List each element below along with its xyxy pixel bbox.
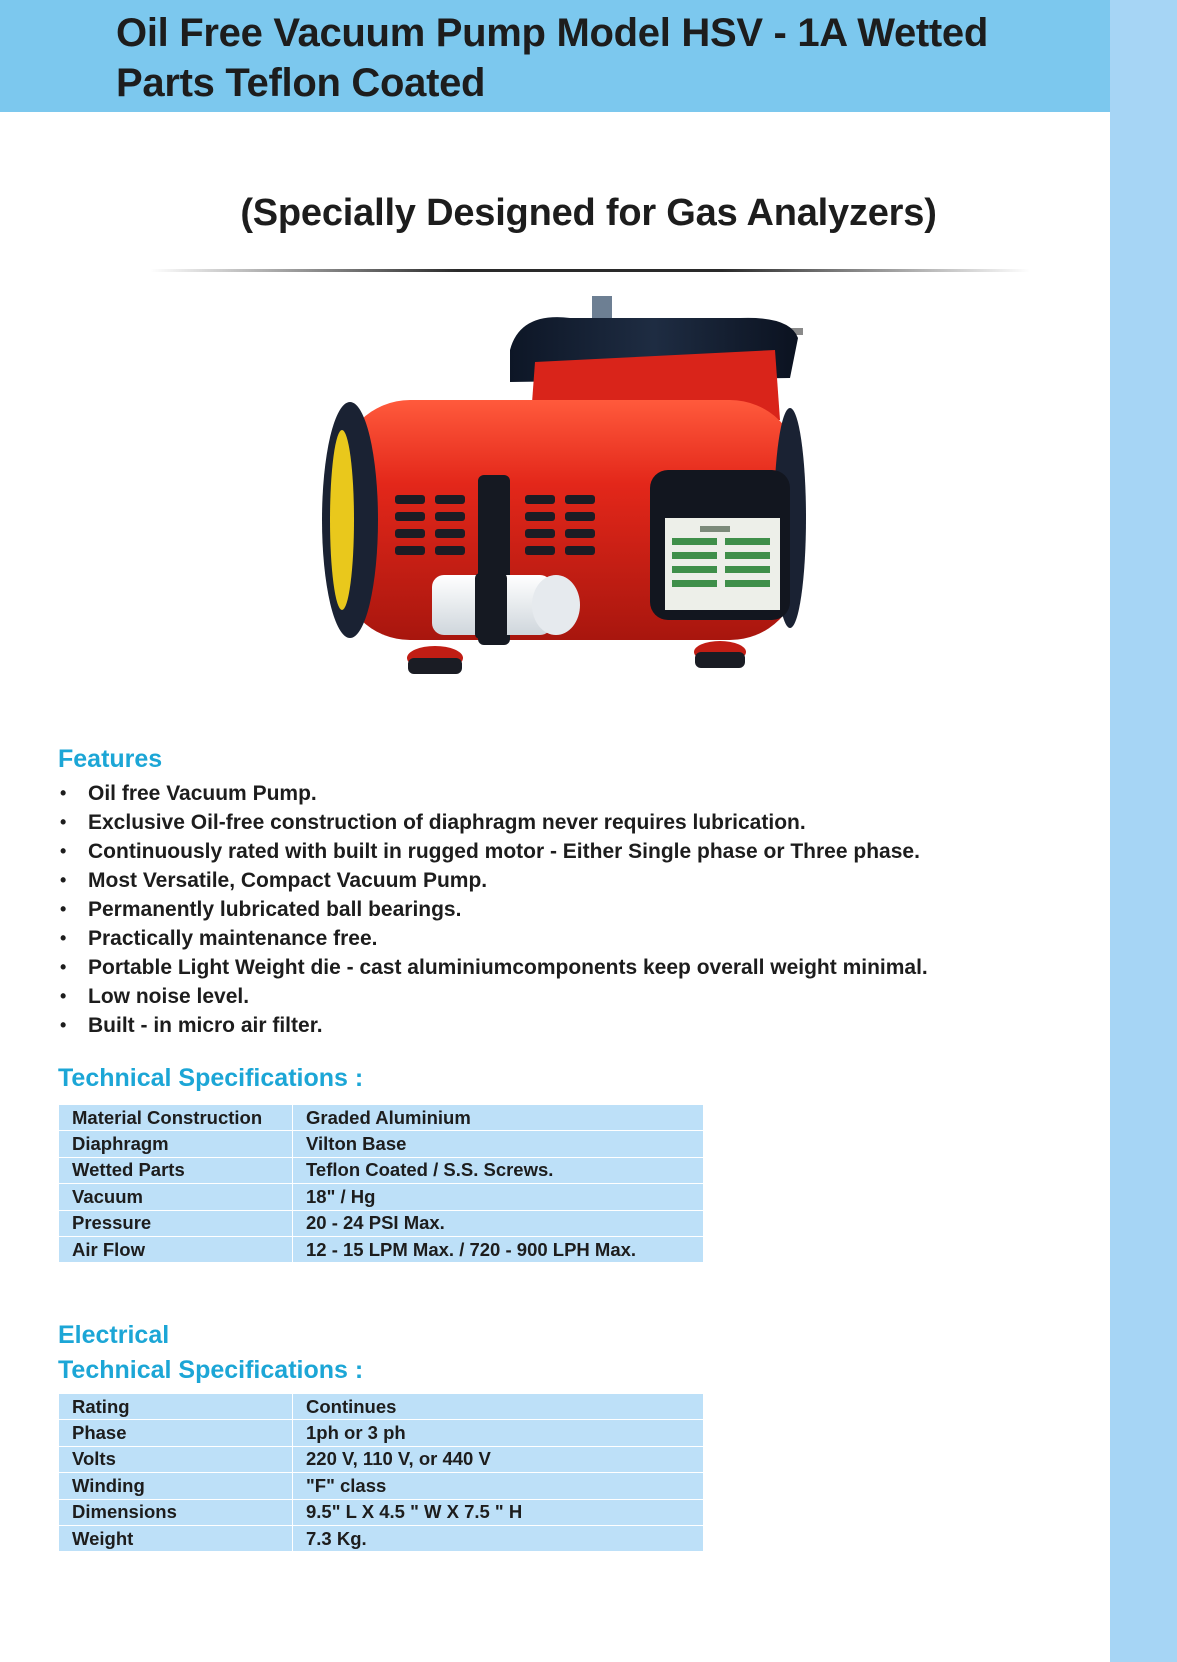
bullet-icon: •: [60, 957, 67, 977]
bullet-icon: •: [60, 928, 67, 948]
spec-value: Teflon Coated / S.S. Screws.: [293, 1157, 704, 1183]
spec-label: Winding: [59, 1473, 293, 1499]
list-item: • Continuously rated with built in rugged motor - Either Single phase or Three phase.: [58, 837, 1108, 866]
spec-value: 1ph or 3 ph: [293, 1420, 704, 1446]
spec-label: Rating: [59, 1394, 293, 1420]
technical-specs-heading: Technical Specifications :: [58, 1064, 364, 1092]
bullet-icon: •: [60, 783, 67, 803]
table-row: [59, 1105, 704, 1131]
spec-value: 12 - 15 LPM Max. / 720 - 900 LPH Max.: [293, 1236, 704, 1262]
table-row: [59, 1210, 704, 1236]
spec-value: "F" class: [293, 1473, 704, 1499]
page-title-line-2: Parts Teflon Coated: [116, 61, 486, 105]
table-row: [59, 1446, 704, 1472]
spec-label: Volts: [59, 1446, 293, 1472]
bullet-icon: •: [60, 812, 67, 832]
side-strip: [1110, 0, 1177, 1662]
table-row: [59, 1157, 704, 1183]
spec-label: Phase: [59, 1420, 293, 1446]
spec-value: Continues: [293, 1394, 704, 1420]
bullet-icon: •: [60, 870, 67, 890]
list-item: • Practically maintenance free.: [58, 924, 1108, 953]
technical-specs-table: [58, 1104, 704, 1263]
spec-label: Air Flow: [59, 1236, 293, 1262]
page-subtitle: (Specially Designed for Gas Analyzers): [240, 192, 937, 234]
header-band: [0, 0, 1110, 112]
table-row: [59, 1394, 704, 1420]
electrical-heading-line-1: Electrical: [58, 1321, 170, 1349]
spec-value: 7.3 Kg.: [293, 1525, 704, 1551]
list-item: • Oil free Vacuum Pump.: [58, 779, 1108, 808]
bullet-icon: •: [60, 1015, 67, 1035]
table-row: [59, 1131, 704, 1157]
electrical-specs-heading: [58, 1318, 363, 1388]
list-item: • Low noise level.: [58, 982, 1108, 1011]
page-title: [116, 8, 1096, 108]
electrical-heading-line-2: Technical Specifications :: [58, 1356, 364, 1384]
divider-line: [150, 269, 1030, 272]
bullet-icon: •: [60, 986, 67, 1006]
bullet-icon: •: [60, 841, 67, 861]
table-row: [59, 1499, 704, 1525]
list-item: • Portable Light Weight die - cast aluminiumcomponents keep overall weight minimal.: [58, 953, 1108, 982]
spec-value: 9.5" L X 4.5 " W X 7.5 " H: [293, 1499, 704, 1525]
list-item: • Built - in micro air filter.: [58, 1011, 1108, 1040]
features-list: [58, 779, 1108, 1040]
spec-value: Vilton Base: [293, 1131, 704, 1157]
spec-label: Diaphragm: [59, 1131, 293, 1157]
product-image: [320, 290, 865, 715]
bullet-icon: •: [60, 899, 67, 919]
table-row: [59, 1525, 704, 1551]
table-row: [59, 1236, 704, 1262]
table-row: [59, 1184, 704, 1210]
spec-label: Material Construction: [59, 1105, 293, 1131]
page-title-line-1: Oil Free Vacuum Pump Model HSV - 1A Wetted: [116, 11, 989, 55]
spec-value: 220 V, 110 V, or 440 V: [293, 1446, 704, 1472]
spec-label: Pressure: [59, 1210, 293, 1236]
table-row: [59, 1420, 704, 1446]
spec-label: Dimensions: [59, 1499, 293, 1525]
spec-value: 20 - 24 PSI Max.: [293, 1210, 704, 1236]
spec-label: Weight: [59, 1525, 293, 1551]
features-heading: Features: [58, 745, 163, 773]
electrical-specs-table: [58, 1393, 704, 1552]
list-item: • Exclusive Oil-free construction of diaphragm never requires lubrication.: [58, 808, 1108, 837]
spec-value: Graded Aluminium: [293, 1105, 704, 1131]
list-item: • Permanently lubricated ball bearings.: [58, 895, 1108, 924]
spec-label: Vacuum: [59, 1184, 293, 1210]
table-row: [59, 1473, 704, 1499]
list-item: • Most Versatile, Compact Vacuum Pump.: [58, 866, 1108, 895]
spec-label: Wetted Parts: [59, 1157, 293, 1183]
spec-value: 18" / Hg: [293, 1184, 704, 1210]
